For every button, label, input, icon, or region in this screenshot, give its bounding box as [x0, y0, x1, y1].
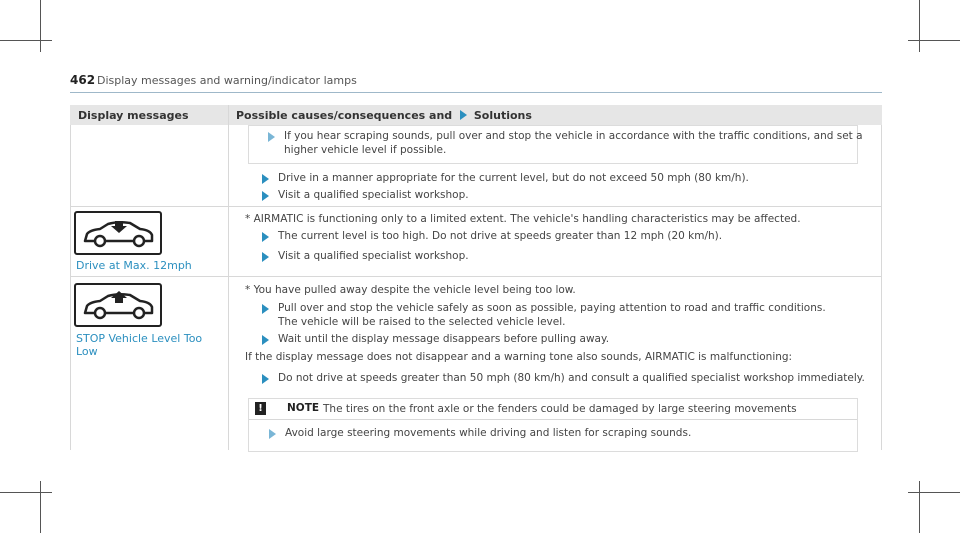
- step-text: Pull over and stop the vehicle safely as soon as possible, paying attention to road and traffic conditions.: [278, 302, 826, 314]
- note-text: If you hear scraping sounds, pull over and stop the vehicle in accordance with the traffic conditions, and set a: [284, 130, 863, 142]
- step-text: Visit a qualified specialist workshop.: [278, 250, 469, 262]
- step-arrow-icon: [268, 132, 275, 142]
- page-title: Display messages and warning/indicator lamps: [97, 74, 357, 87]
- step-text: The vehicle will be raised to the selected vehicle level.: [278, 316, 566, 328]
- info-text: If the display message does not disappear and a warning tone also sounds, AIRMATIC is malfunctioning:: [245, 351, 793, 363]
- column-divider: [70, 125, 71, 450]
- col-header-solutions-label: Solutions: [473, 109, 532, 122]
- crop-mark: [919, 0, 920, 52]
- solutions-arrow-icon: [460, 110, 467, 120]
- step-arrow-icon: [262, 374, 269, 384]
- col-header-solutions: [236, 109, 532, 122]
- display-message-label: STOP Vehicle Level Too: [76, 332, 203, 345]
- col-header-messages: Display messages: [78, 109, 189, 122]
- step-text: The current level is too high. Do not drive at speeds greater than 12 mph (20 km/h).: [278, 230, 723, 242]
- page-number: 462: [70, 73, 96, 87]
- note-text: The tires on the front axle or the fenders could be damaged by large steering movements: [323, 403, 797, 415]
- crop-mark: [908, 40, 960, 41]
- crop-mark: [40, 0, 41, 52]
- step-text: Visit a qualified specialist workshop.: [278, 189, 469, 201]
- note-text: higher vehicle level if possible.: [284, 144, 447, 156]
- note-divider: [249, 419, 857, 420]
- car-raised-arrow-up-icon: [74, 283, 162, 327]
- step-arrow-icon: [262, 252, 269, 262]
- step-arrow-icon: [262, 174, 269, 184]
- crop-mark: [908, 492, 960, 493]
- warning-icon: !: [255, 402, 266, 415]
- col-header-causes: Possible causes/consequences and: [236, 109, 453, 122]
- messages-table: [70, 105, 882, 450]
- note-step-text: Avoid large steering movements while driving and listen for scraping sounds.: [285, 427, 692, 439]
- crop-mark: [0, 40, 52, 41]
- table-header: [70, 105, 882, 125]
- display-message-label: Low: [76, 345, 98, 358]
- step-text: Wait until the display message disappears before pulling away.: [278, 333, 610, 345]
- step-arrow-icon: [262, 335, 269, 345]
- display-message-label: Drive at Max. 12mph: [76, 259, 192, 272]
- step-arrow-icon: [269, 429, 276, 439]
- crop-mark: [40, 481, 41, 533]
- column-divider: [881, 125, 882, 450]
- crop-mark: [0, 492, 52, 493]
- car-lowered-arrow-down-icon: [74, 211, 162, 255]
- step-arrow-icon: [262, 232, 269, 242]
- step-arrow-icon: [262, 191, 269, 201]
- step-text: Drive in a manner appropriate for the current level, but do not exceed 50 mph (80 km/h).: [278, 172, 749, 184]
- cause-text: * AIRMATIC is functioning only to a limited extent. The vehicle's handling characteristics may be affected.: [245, 213, 801, 225]
- row-divider: [70, 206, 882, 207]
- note-label: NOTE: [287, 402, 320, 414]
- step-arrow-icon: [262, 304, 269, 314]
- step-text: Do not drive at speeds greater than 50 mph (80 km/h) and consult a qualified specialist workshop immediately.: [278, 372, 865, 384]
- row-divider: [70, 276, 882, 277]
- cause-text: * You have pulled away despite the vehicle level being too low.: [245, 284, 576, 296]
- column-divider: [228, 105, 229, 450]
- crop-mark: [919, 481, 920, 533]
- note-box: [248, 398, 858, 452]
- header-rule: [70, 92, 882, 93]
